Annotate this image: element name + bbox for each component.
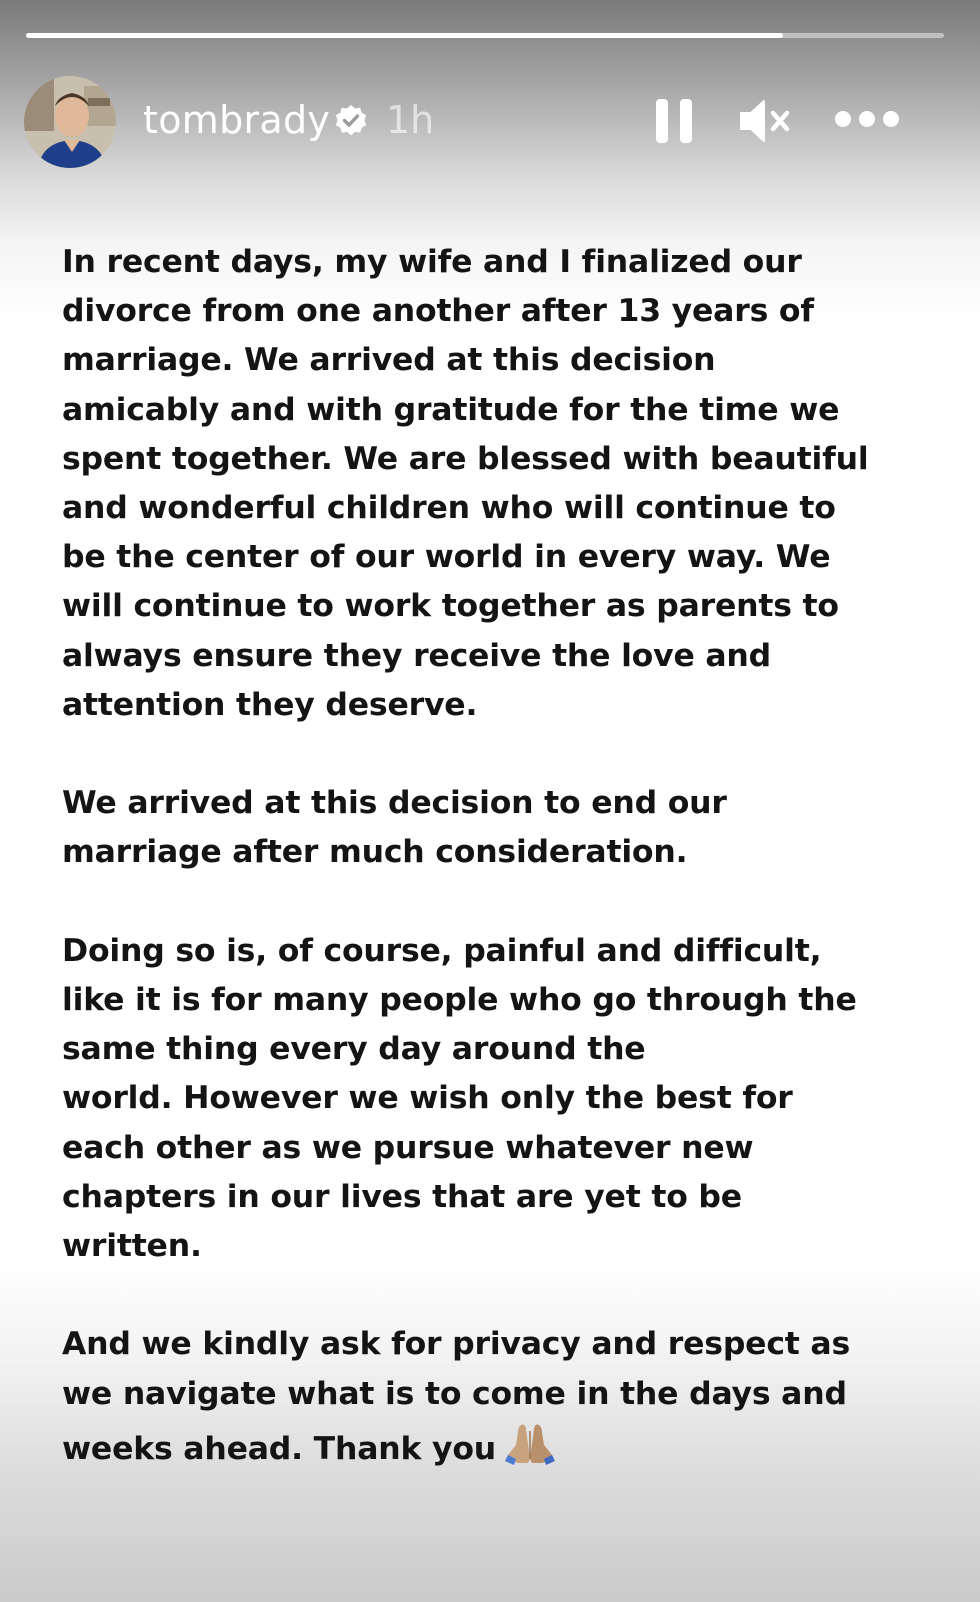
message-line: like it is for many people who go through the (62, 982, 857, 1019)
message-line: And we kindly ask for privacy and respect as (62, 1326, 851, 1363)
folded-hands-emoji-icon (504, 1419, 556, 1465)
message-line: Doing so is, of course, painful and difficult, (62, 932, 822, 969)
speaker-muted-icon[interactable] (738, 98, 792, 144)
message-line: always ensure they receive the love and (62, 637, 772, 674)
message-line: we navigate what is to come in the days and (62, 1375, 847, 1412)
story-timestamp: 1h (386, 98, 435, 142)
message-line: marriage. We arrived at this decision (62, 342, 716, 379)
username[interactable]: tombrady (143, 98, 331, 142)
message-paragraph-1 (62, 238, 912, 730)
message-line: amicably and with gratitude for the time we (62, 391, 840, 428)
avatar[interactable] (24, 76, 116, 168)
message-line: In recent days, my wife and I finalized our (62, 244, 802, 280)
message-line: world. However we wish only the best for (62, 1080, 793, 1117)
story-progress-fill (26, 33, 783, 38)
message-line: We arrived at this decision to end our (62, 785, 727, 822)
message-line-with-emoji (62, 1419, 912, 1474)
story-text-message (62, 238, 912, 1523)
message-line: written. (62, 1228, 202, 1265)
verified-badge-icon (334, 104, 368, 138)
message-paragraph-4 (62, 1320, 912, 1474)
avatar-photo-icon (24, 76, 116, 168)
message-line: each other as we pursue whatever new (62, 1129, 754, 1166)
message-line: divorce from one another after 13 years of (62, 293, 814, 330)
message-paragraph-2 (62, 779, 912, 877)
message-line: marriage after much consideration. (62, 834, 688, 871)
message-line: will continue to work together as parents to (62, 588, 839, 625)
message-line: attention they deserve. (62, 686, 478, 723)
message-line: and wonderful children who will continue to (62, 490, 836, 527)
message-line: weeks ahead. Thank you (62, 1430, 496, 1467)
message-line: spent together. We are blessed with beautiful (62, 440, 869, 477)
more-options-icon[interactable] (834, 104, 900, 134)
pause-icon[interactable] (650, 96, 698, 146)
story-progress-bar (26, 33, 944, 38)
story-header (24, 76, 944, 168)
message-line: chapters in our lives that are yet to be (62, 1178, 742, 1215)
message-paragraph-3 (62, 927, 912, 1271)
message-line: be the center of our world in every way. We (62, 539, 831, 576)
message-line: same thing every day around the (62, 1031, 646, 1068)
